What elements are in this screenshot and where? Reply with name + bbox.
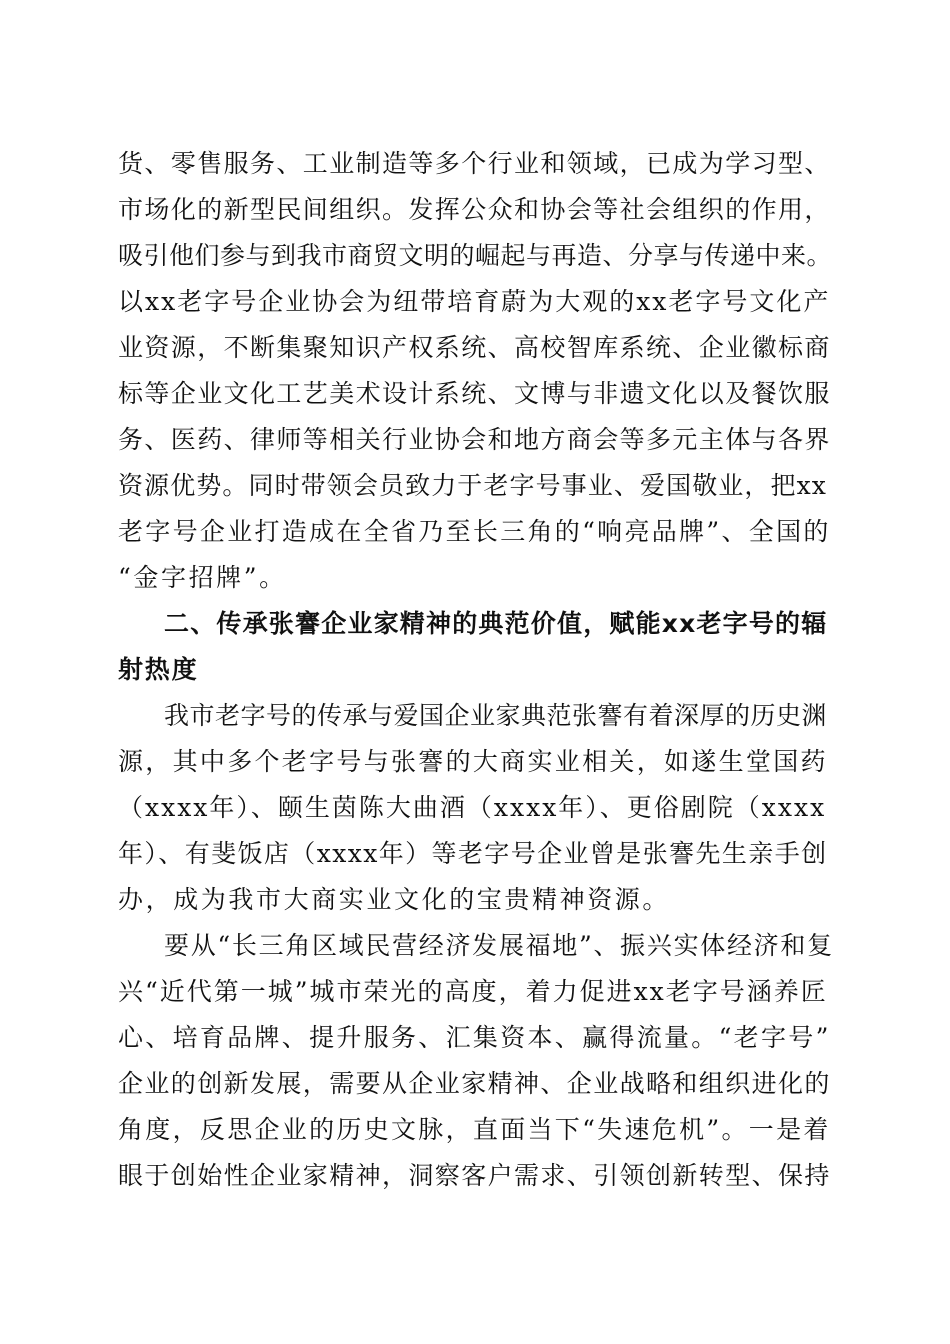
paragraph-line: 企业的创新发展，需要从企业家精神、企业战略和组织进化的 [118,1069,831,1098]
paragraph-line: 心、培育品牌、提升服务、汇集资本、赢得流量。“老字号” [118,1023,831,1052]
paragraph-line: 业资源，不断集聚知识产权系统、高校智库系统、企业徽标商 [118,333,831,362]
paragraph-line: “金字招牌”。 [118,563,287,592]
paragraph-line: 我市老字号的传承与爱国企业家典范张謇有着深厚的历史渊 [164,701,828,730]
section-heading-line: 二、传承张謇企业家精神的典范价值，赋能xx老字号的辐 [164,609,828,638]
paragraph-line: 市场化的新型民间组织。发挥公众和协会等社会组织的作用， [118,195,831,224]
paragraph-line: 源，其中多个老字号与张謇的大商实业相关，如遂生堂国药 [118,747,828,776]
paragraph-line: 要从“长三角区域民营经济发展福地”、振兴实体经济和复 [164,931,834,960]
paragraph-line: 角度，反思企业的历史文脉，直面当下“失速危机”。一是着 [118,1115,831,1144]
document-body [118,141,834,1199]
paragraph-line: 资源优势。同时带领会员致力于老字号事业、爱国敬业，把xx [118,471,828,500]
paragraph-line: 眼于创始性企业家精神，洞察客户需求、引领创新转型、保持 [118,1161,831,1190]
paragraph-line: 年）、有斐饭店（xxxx年）等老字号企业曾是张謇先生亲手创 [118,839,828,868]
paragraph-line: 老字号企业打造成在全省乃至长三角的“响亮品牌”、全国的 [118,517,831,546]
paragraph-line: 标等企业文化工艺美术设计系统、文博与非遗文化以及餐饮服 [118,379,831,408]
paragraph-line: 务、医药、律师等相关行业协会和地方商会等多元主体与各界 [118,425,831,454]
paragraph-line: 以xx老字号企业协会为纽带培育蔚为大观的xx老字号文化产 [118,287,831,316]
paragraph-line: （xxxx年）、颐生茵陈大曲酒（xxxx年）、更俗剧院（xxxx [118,793,827,822]
paragraph-line: 办，成为我市大商实业文化的宝贵精神资源。 [118,885,671,914]
paragraph-line: 兴“近代第一城”城市荣光的高度，着力促进xx老字号涵养匠 [118,977,828,1006]
paragraph-line: 货、零售服务、工业制造等多个行业和领域，已成为学习型、 [118,149,831,178]
paragraph-line: 吸引他们参与到我市商贸文明的崛起与再造、分享与传递中来。 [118,241,833,270]
section-heading-line: 射热度 [118,655,199,684]
